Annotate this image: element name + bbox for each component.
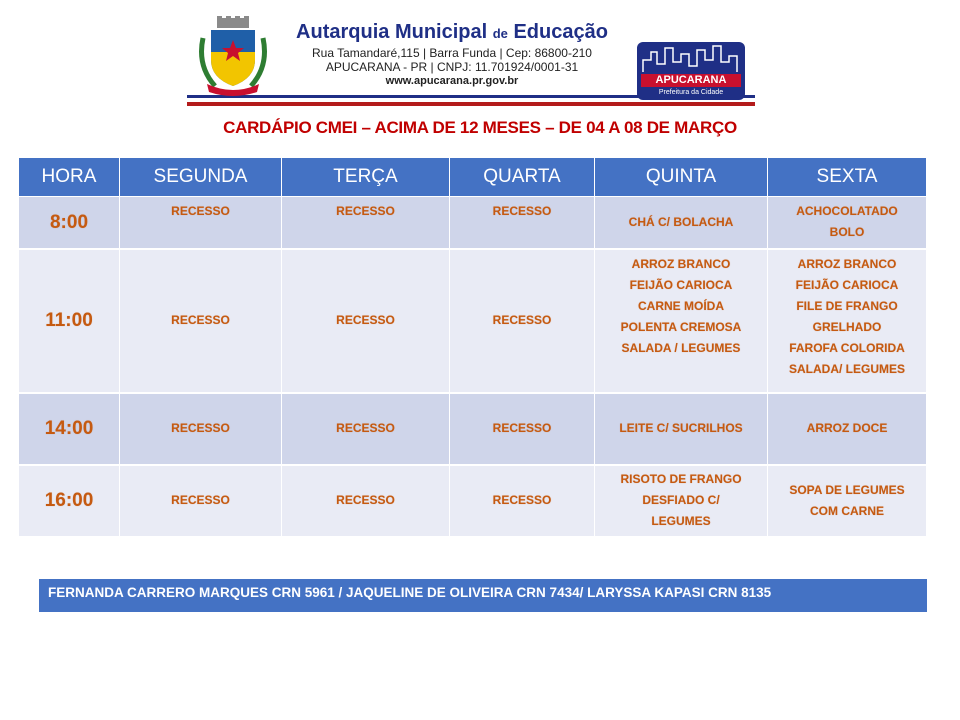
nutritionist-credits: FERNANDA CARRERO MARQUES CRN 5961 / JAQUELINE DE OLIVEIRA CRN 7434/ LARYSSA KAPASI CRN 8135 xyxy=(38,578,928,613)
table-row xyxy=(19,393,927,465)
org-title-end: Educação xyxy=(513,21,608,43)
meal-item: FILE DE FRANGO xyxy=(796,298,898,313)
meal-cell-sexta xyxy=(768,197,927,249)
skyline-icon xyxy=(637,42,745,74)
organization-info xyxy=(287,20,617,89)
time-cell: 14:00 xyxy=(19,393,120,465)
table-header-row xyxy=(19,158,927,197)
city-coat-of-arms-icon xyxy=(197,16,269,96)
meal-item: CHÁ C/ BOLACHA xyxy=(628,214,734,229)
column-header-sexta: SEXTA xyxy=(768,158,927,197)
column-header-quinta: QUINTA xyxy=(595,158,768,197)
org-title-de: de xyxy=(492,26,508,41)
meal-item: LEGUMES xyxy=(651,514,711,528)
meal-item: COM CARNE xyxy=(810,503,884,518)
column-header-segunda: SEGUNDA xyxy=(120,158,282,197)
meal-item: ARROZ DOCE xyxy=(806,421,888,435)
meal-cell-quarta: RECESSO xyxy=(450,249,595,393)
meal-cell-quinta xyxy=(595,465,768,537)
column-header-hora: HORA xyxy=(19,158,120,197)
time-cell: 11:00 xyxy=(19,249,120,393)
meal-item: LEITE C/ SUCRILHOS xyxy=(619,421,743,435)
menu-title: CARDÁPIO CMEI – ACIMA DE 12 MESES – DE 04 A 08 DE MARÇO xyxy=(223,118,737,137)
column-header-quarta: QUARTA xyxy=(450,158,595,197)
organization-title xyxy=(287,20,617,46)
meal-cell-terca: RECESSO xyxy=(282,465,450,537)
meal-cell-quinta xyxy=(595,393,768,465)
meal-cell-segunda: RECESSO xyxy=(120,465,282,537)
meal-cell-sexta xyxy=(768,465,927,537)
column-header-terca: TERÇA xyxy=(282,158,450,197)
table-row xyxy=(19,197,927,249)
meal-item: ACHOCOLATADO xyxy=(796,204,898,219)
address-line: Rua Tamandaré,115 | Barra Funda | Cep: 86800-210 xyxy=(312,46,592,60)
meal-item: CARNE MOÍDA xyxy=(638,298,724,313)
meal-cell-terca: RECESSO xyxy=(282,393,450,465)
meal-cell-quinta xyxy=(595,249,768,393)
table-row xyxy=(19,465,927,537)
meal-cell-sexta xyxy=(768,249,927,393)
meal-item: SALADA / LEGUMES xyxy=(621,340,741,355)
meal-cell-segunda: RECESSO xyxy=(120,393,282,465)
meal-cell-terca: RECESSO xyxy=(282,249,450,393)
meal-item: GRELHADO xyxy=(812,319,882,334)
org-title-main: Autarquia Municipal xyxy=(296,21,488,43)
meal-item: ARROZ BRANCO xyxy=(797,256,897,271)
city-logo-subtitle: Prefeitura da Cidade xyxy=(658,89,724,96)
meal-item: BOLO xyxy=(829,225,865,240)
meal-cell-terca: RECESSO xyxy=(282,197,450,249)
cnpj-line: APUCARANA - PR | CNPJ: 11.701924/0001-31 xyxy=(325,60,579,74)
meal-cell-sexta xyxy=(768,393,927,465)
meal-item: RISOTO DE FRANGO xyxy=(620,472,742,486)
meal-item: SALADA/ LEGUMES xyxy=(788,361,905,376)
meal-item: POLENTA CREMOSA xyxy=(620,319,742,334)
meal-item: SOPA DE LEGUMES xyxy=(789,482,905,497)
city-hall-logo xyxy=(637,42,745,100)
meal-item: DESFIADO C/ xyxy=(642,493,720,507)
meal-item: FEIJÃO CARIOCA xyxy=(629,277,733,292)
meal-cell-quarta: RECESSO xyxy=(450,393,595,465)
meal-item: FAROFA COLORIDA xyxy=(789,340,905,355)
meal-cell-segunda: RECESSO xyxy=(120,197,282,249)
header-banner xyxy=(187,14,755,106)
table-row xyxy=(19,249,927,393)
meal-cell-quarta: RECESSO xyxy=(450,197,595,249)
meal-item: FEIJÃO CARIOCA xyxy=(795,277,899,292)
time-cell: 16:00 xyxy=(19,465,120,537)
website-url: www.apucarana.pr.gov.br xyxy=(385,75,519,87)
menu-table xyxy=(18,157,927,538)
meal-cell-quarta: RECESSO xyxy=(450,465,595,537)
meal-item: ARROZ BRANCO xyxy=(631,256,731,271)
meal-cell-quinta xyxy=(595,197,768,249)
city-logo-name: APUCARANA xyxy=(641,74,741,87)
meal-cell-segunda: RECESSO xyxy=(120,249,282,393)
time-cell: 8:00 xyxy=(19,197,120,249)
